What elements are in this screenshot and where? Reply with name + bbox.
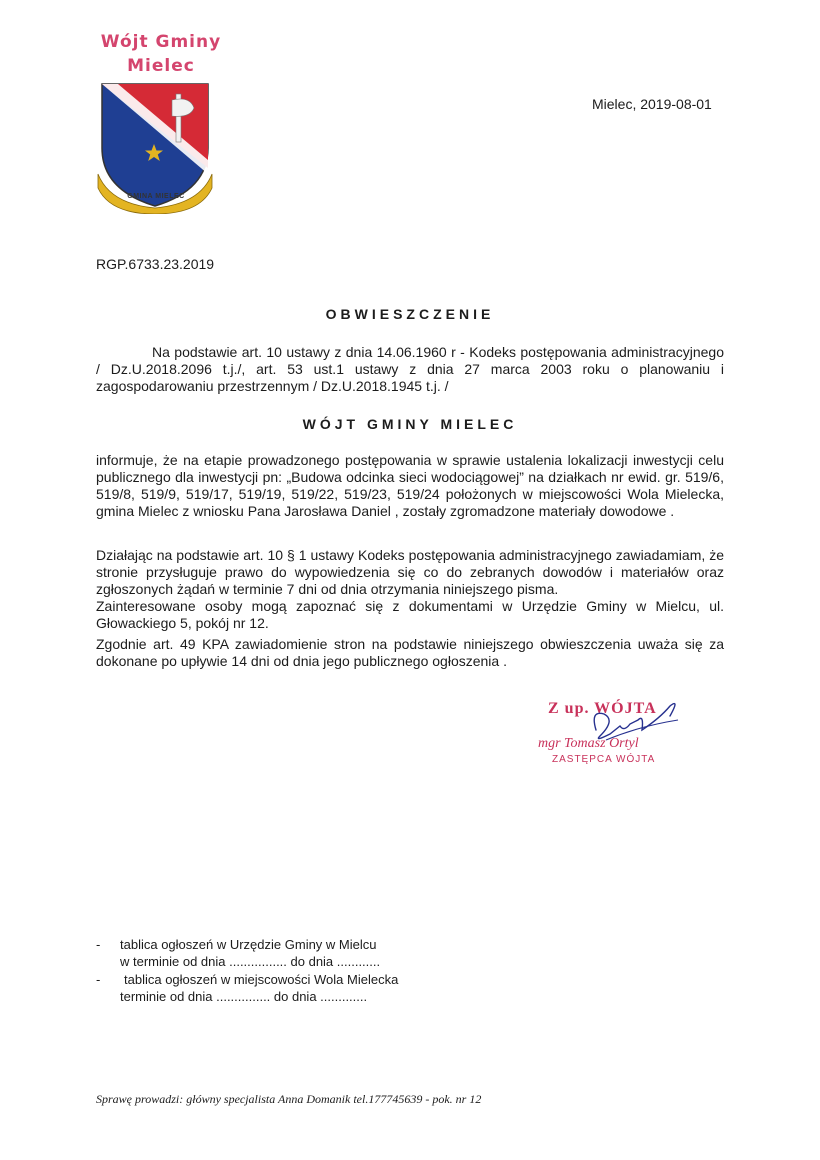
signature-role: ZASTĘPCA WÓJTA	[552, 754, 656, 765]
reference-number: RGP.6733.23.2019	[96, 256, 215, 272]
signature-name: mgr Tomasz Ortyl	[538, 736, 639, 751]
body-paragraph-4: Zgodnie art. 49 KPA zawiadomienie stron na podstawie niniejszego obwieszczenia uważa się za dokonane po upływie 14 dni od dnia jego publicznego ogłoszenia .	[96, 636, 724, 669]
stamp-line-1: Wójt Gminy	[100, 32, 222, 52]
distribution-item-2-line-2: terminie od dnia ............... do dnia .............	[120, 989, 368, 1004]
crest-ribbon-text: GMINA MIELEC	[127, 193, 185, 200]
distribution-item-2-line-1: tablica ogłoszeń w miejscowości Wola Mielecka	[124, 972, 399, 987]
stamp-title	[86, 30, 236, 78]
handwritten-signature	[520, 696, 720, 772]
case-handler-footer: Sprawę prowadzi: główny specjalista Anna Domanik tel.177745639 - pok. nr 12	[96, 1092, 482, 1106]
authority-heading: WÓJT GMINY MIELEC	[302, 416, 518, 432]
distribution-item-1-line-2: w terminie od dnia ................ do dnia ............	[120, 954, 381, 969]
distribution-list: - tablica ogłoszeń w Urzędzie Gminy w Mielcu w terminie od dnia ................ do dnia ............ - tablica ogłoszeń w miejscowości Wola Mielecka terminie od dnia ............... do dnia .............	[96, 937, 399, 1004]
body-paragraph-2: Działając na podstawie art. 10 § 1 ustawy Kodeks postępowania administracyjnego zawiadamiam, że stronie przysługuje prawo do wypowiedzenia się co do zebranych dowodów i materiałów oraz zgłoszonych żądań w terminie 7 dni od dnia otrzymania niniejszego pisma.	[96, 547, 724, 597]
document-title: OBWIESZCZENIE	[325, 306, 495, 322]
body-paragraph-3: Zainteresowane osoby mogą zapoznać się z dokumentami w Urzędzie Gminy w Mielcu, ul. Głowackiego 5, pokój nr 12.	[96, 598, 724, 631]
stamp-line-2: Mielec	[127, 56, 195, 76]
distribution-item-1-line-1: tablica ogłoszeń w Urzędzie Gminy w Mielcu	[120, 937, 377, 952]
legal-basis-paragraph: Na podstawie art. 10 ustawy z dnia 14.06.1960 r - Kodeks postępowania administracyjnego / Dz.U.2018.2096 t.j./, art. 53 ust.1 ustawy z dnia 27 marca 2003 roku o planowaniu i zagospodarowaniu przestrzennym / Dz.U.2018.1945 t.j. /	[96, 344, 724, 394]
signature-authorization: Z up. WÓJTA	[548, 700, 657, 717]
document-date: Mielec, 2019-08-01	[592, 96, 712, 112]
body-paragraph-1: informuje, że na etapie prowadzonego postępowania w sprawie ustalenia lokalizacji inwestycji celu publicznego dla inwestycji pn: „Budowa odcinka sieci wodociągowej” na działkach nr ewid. gr. 519/6, 519/8, 519/9, 519/17, 519/19, 519/22, 519/23, 519/24 położonych w miejscowości Wola Mielecka, gmina Mielec z wniosku Pana Jarosława Daniel , zostały zgromadzone materiały dowodowe .	[96, 452, 724, 519]
